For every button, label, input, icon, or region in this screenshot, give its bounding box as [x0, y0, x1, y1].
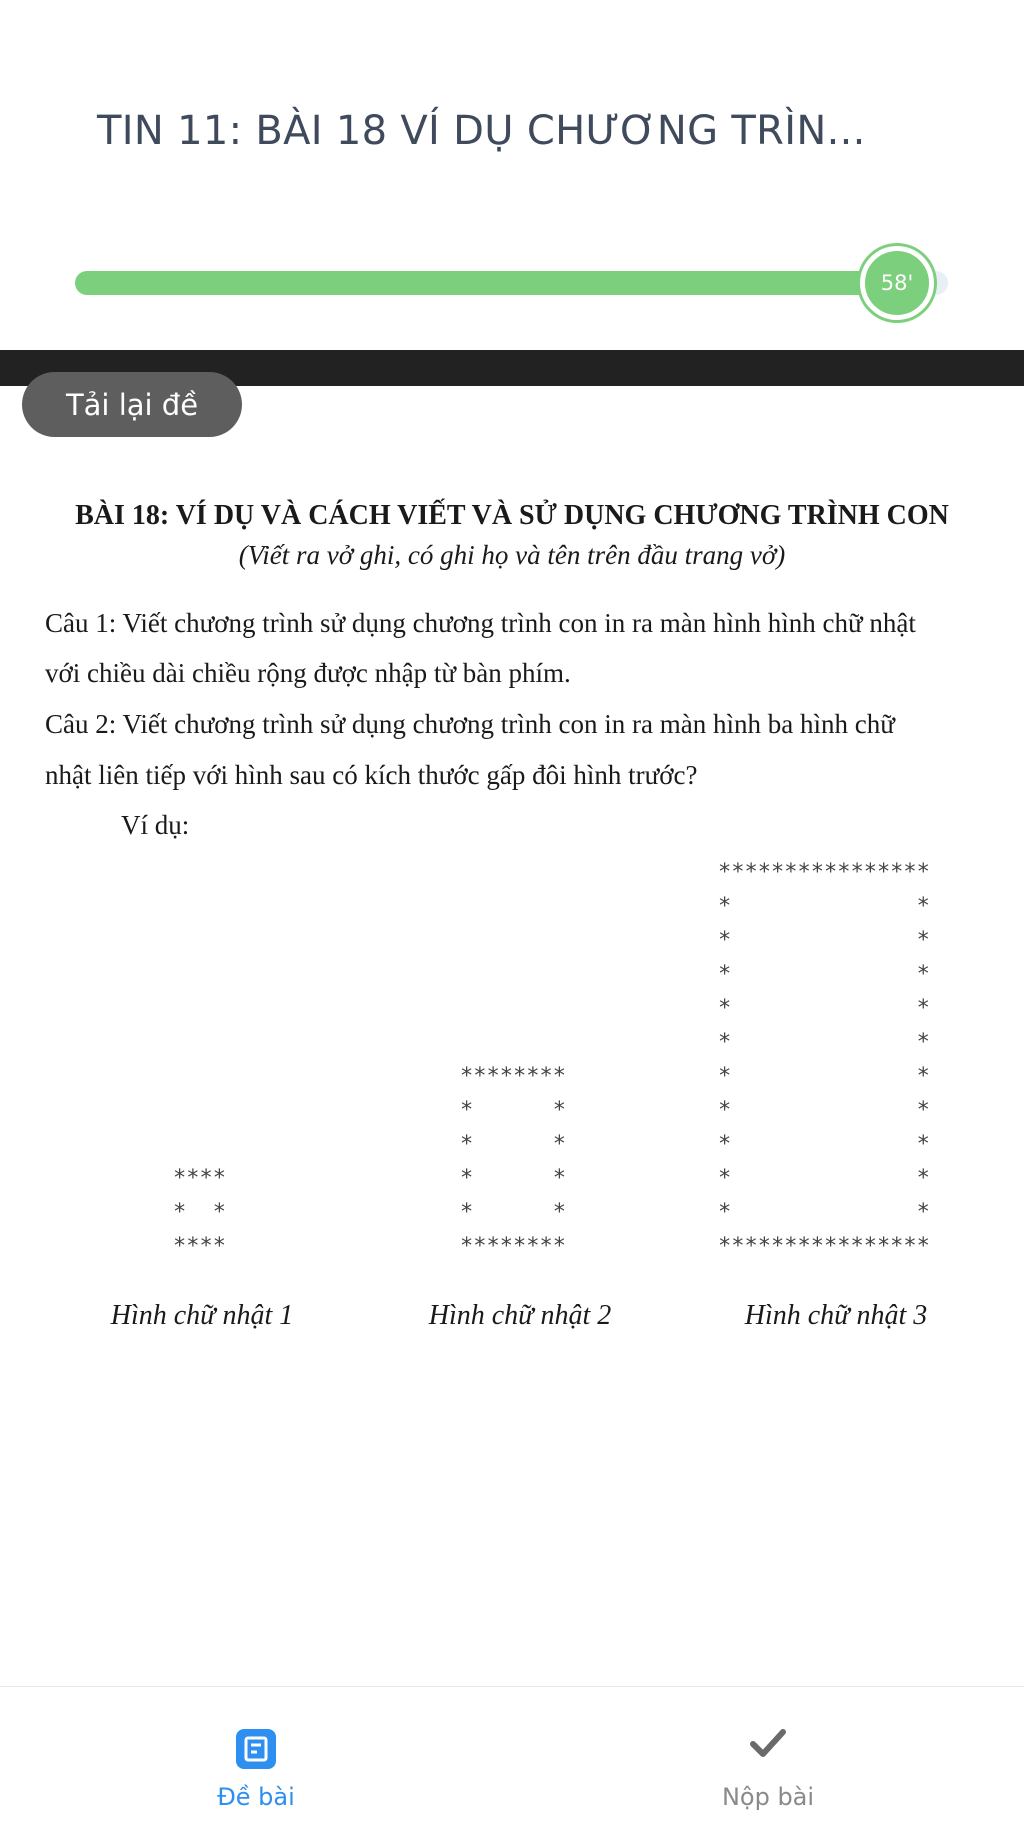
checkmark-icon — [748, 1723, 788, 1763]
document-subtitle: (Viết ra vở ghi, có ghi họ và tên trên đầu trang vở) — [238, 540, 786, 570]
timer-badge: 58' — [860, 246, 934, 320]
bottom-navigation — [0, 1686, 1024, 1821]
timer-progress-bar — [75, 271, 948, 295]
rectangle-2-caption: Hình chữ nhật 2 — [428, 1300, 612, 1331]
document-title: BÀI 18: VÍ DỤ VÀ CÁCH VIẾT VÀ SỬ DỤNG CHƯƠNG TRÌNH CON — [75, 500, 949, 531]
question-2-line-1: Câu 2: Viết chương trình sử dụng chương trình con in ra màn hình ba hình chữ — [45, 709, 895, 739]
question-1-line-2: với chiều dài chiều rộng được nhập từ bàn phím. — [45, 658, 571, 688]
example-label: Ví dụ: — [121, 810, 190, 840]
page-title: TIN 11: BÀI 18 VÍ DỤ CHƯƠNG TRÌN... — [97, 108, 866, 154]
nav-tab-submit[interactable] — [512, 1687, 1024, 1821]
timer-progress-fill — [75, 271, 887, 295]
document-icon — [236, 1729, 276, 1769]
question-1-line-1: Câu 1: Viết chương trình sử dụng chương trình con in ra màn hình hình chữ nhật — [45, 608, 916, 638]
nav-tab-exam[interactable] — [0, 1687, 512, 1821]
rectangle-3-art: **************** * * * * * * * * * * * * * * * * * * * * **************** — [718, 860, 930, 1259]
rectangle-3-caption: Hình chữ nhật 3 — [744, 1300, 928, 1331]
question-2-line-2: nhật liên tiếp với hình sau có kích thước gấp đôi hình trước? — [45, 760, 698, 790]
rectangle-2-art: ******** * * * * * * * * ******** — [460, 1064, 566, 1259]
nav-tab-submit-label: Nộp bài — [721, 1783, 815, 1811]
reload-exam-button[interactable]: Tải lại đề — [22, 372, 242, 437]
rectangle-1-art: **** * * **** — [173, 1166, 226, 1259]
rectangle-1-caption: Hình chữ nhật 1 — [110, 1300, 294, 1331]
nav-tab-exam-label: Đề bài — [217, 1783, 295, 1811]
